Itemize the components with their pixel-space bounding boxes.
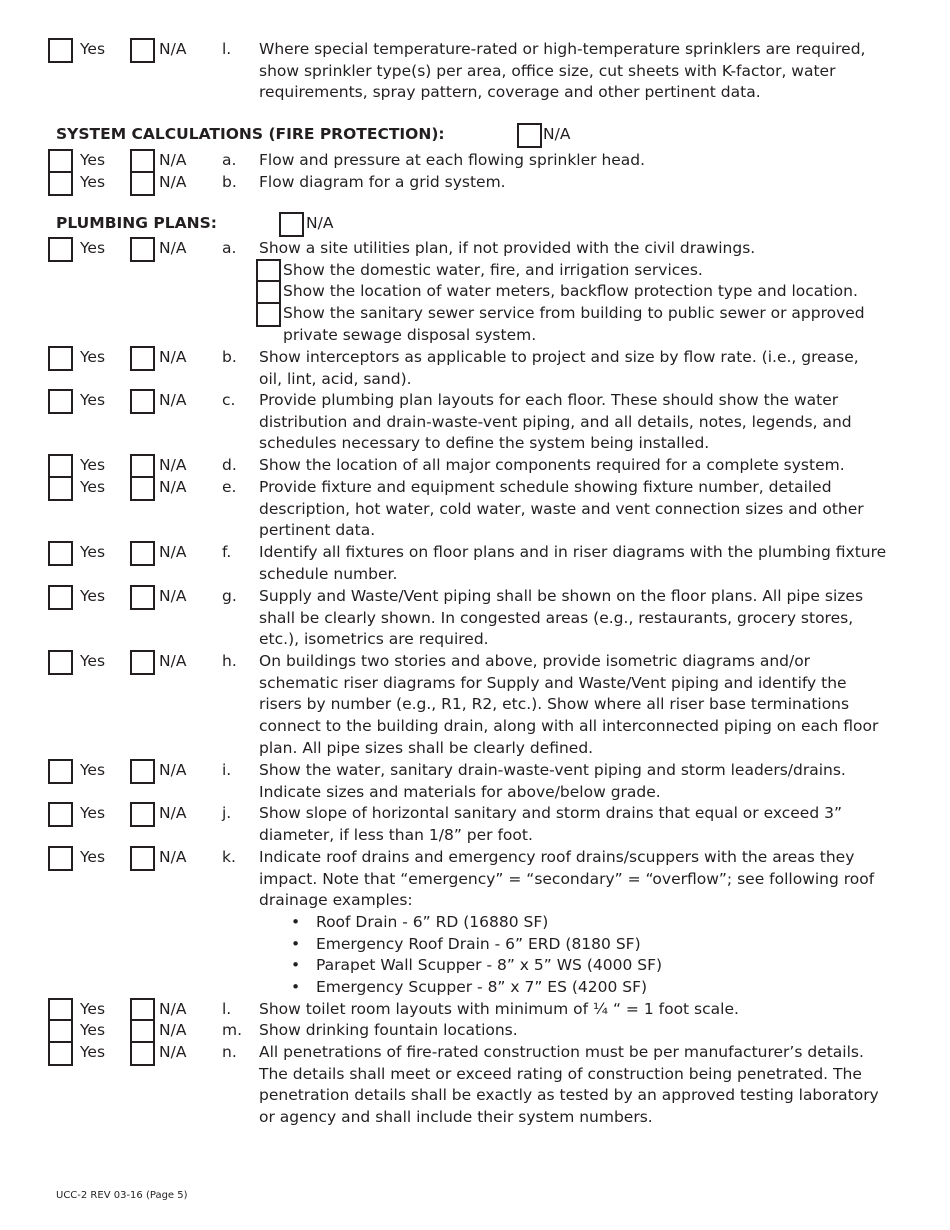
plumb-item-g-text-line: shall be clearly shown. In congested areas (e.g., restaurants, grocery stores, bbox=[259, 608, 854, 627]
plumb-item-g-text-line: Supply and Waste/Vent piping shall be shown on the floor plans. All pipe sizes bbox=[259, 587, 864, 605]
plumb-item-h-na-label: N/A bbox=[159, 652, 187, 670]
plumb-item-m-letter: m. bbox=[222, 1021, 243, 1039]
plumb-item-e-text-line: description, hot water, cold water, waste and vent connection sizes and other bbox=[259, 499, 864, 518]
plumb-item-b-na-label: N/A bbox=[159, 348, 187, 366]
plumb-item-a-sub-3-checkbox[interactable] bbox=[256, 302, 281, 327]
sys-item-b-yes-label: Yes bbox=[80, 173, 106, 191]
plumb-item-e-yes-label: Yes bbox=[80, 478, 106, 496]
plumb-item-h-yes-label: Yes bbox=[80, 652, 106, 670]
plumb-item-b-text-line: Show interceptors as applicable to project and size by flow rate. (i.e., grease, bbox=[259, 348, 859, 366]
plumb-item-d-na-label: N/A bbox=[159, 456, 187, 474]
system-calculations-na-checkbox[interactable] bbox=[517, 123, 542, 148]
plumb-item-a-sub-3-text: private sewage disposal system. bbox=[283, 325, 537, 344]
plumb-item-h-text-line: On buildings two stories and above, provide isometric diagrams and/or bbox=[259, 652, 811, 670]
plumb-item-k-letter: k. bbox=[222, 848, 236, 866]
plumb-item-k-na-label: N/A bbox=[159, 848, 187, 866]
plumb-item-m-na-label: N/A bbox=[159, 1021, 187, 1039]
sys-item-b-na-checkbox[interactable] bbox=[130, 171, 155, 196]
plumb-item-n-yes-label: Yes bbox=[80, 1043, 106, 1061]
plumb-item-a-yes-label: Yes bbox=[80, 239, 106, 257]
item-l-top-letter: l. bbox=[222, 40, 232, 58]
plumb-item-h-text-line: risers by number (e.g., R1, R2, etc.). Show where all riser base terminations bbox=[259, 695, 850, 714]
sys-item-a-text-line: Flow and pressure at each flowing sprinkler head. bbox=[259, 151, 646, 169]
plumb-item-h-text-line: schematic riser diagrams for Supply and Waste/Vent piping and identify the bbox=[259, 673, 847, 692]
plumb-item-n-text-line: or agency and shall include their system numbers. bbox=[259, 1108, 653, 1127]
plumb-item-c-na-label: N/A bbox=[159, 391, 187, 409]
plumb-item-g-yes-label: Yes bbox=[80, 587, 106, 605]
plumb-item-a-sub-3-text: Show the sanitary sewer service from building to public sewer or approved bbox=[283, 304, 865, 322]
plumb-item-j-na-checkbox[interactable] bbox=[130, 802, 155, 827]
plumb-item-f-na-checkbox[interactable] bbox=[130, 541, 155, 566]
sys-item-a-na-label: N/A bbox=[159, 151, 187, 169]
plumb-item-a-na-checkbox[interactable] bbox=[130, 237, 155, 262]
plumb-item-b-na-checkbox[interactable] bbox=[130, 346, 155, 371]
bullet-dot: • bbox=[291, 913, 301, 931]
plumb-item-a-sub-1-text: Show the domestic water, fire, and irrigation services. bbox=[283, 261, 703, 279]
plumb-item-e-letter: e. bbox=[222, 478, 237, 496]
plumb-item-n-na-checkbox[interactable] bbox=[130, 1041, 155, 1066]
plumb-item-g-na-checkbox[interactable] bbox=[130, 585, 155, 610]
plumbing-plans-na-label: N/A bbox=[306, 214, 334, 232]
plumb-item-e-text-line: pertinent data. bbox=[259, 521, 376, 540]
plumb-item-a-sub-2-text: Show the location of water meters, backflow protection type and location. bbox=[283, 282, 858, 300]
plumb-item-n-na-label: N/A bbox=[159, 1043, 187, 1061]
plumb-item-l-letter: l. bbox=[222, 1000, 232, 1018]
plumb-item-j-yes-checkbox[interactable] bbox=[48, 802, 73, 827]
plumb-item-f-na-label: N/A bbox=[159, 543, 187, 561]
plumb-item-k-na-checkbox[interactable] bbox=[130, 846, 155, 871]
plumb-item-i-yes-label: Yes bbox=[80, 761, 106, 779]
plumb-item-c-text-line: distribution and drain-waste-vent piping, and all details, notes, legends, and bbox=[259, 412, 852, 431]
item-l-top-text-line: Where special temperature-rated or high-temperature sprinklers are required, bbox=[259, 40, 866, 58]
plumb-item-b-yes-checkbox[interactable] bbox=[48, 346, 73, 371]
system-calculations-na-label: N/A bbox=[543, 125, 571, 143]
item-l-top-text-line: requirements, spray pattern, coverage and other pertinent data. bbox=[259, 83, 761, 102]
plumb-item-k-yes-checkbox[interactable] bbox=[48, 846, 73, 871]
plumb-item-b-text-line: oil, lint, acid, sand). bbox=[259, 369, 412, 388]
roof-example-3: Parapet Wall Scupper - 8” x 5” WS (4000 SF) bbox=[316, 956, 663, 975]
plumb-item-k-text-line: impact. Note that “emergency” = “secondary” = “overflow”; see following roof bbox=[259, 869, 875, 888]
plumb-item-l-na-label: N/A bbox=[159, 1000, 187, 1018]
plumb-item-h-na-checkbox[interactable] bbox=[130, 650, 155, 675]
plumb-item-l-text-line: Show toilet room layouts with minimum of ¼ “ = 1 foot scale. bbox=[259, 1000, 739, 1018]
roof-example-4: Emergency Scupper - 8” x 7” ES (4200 SF) bbox=[316, 978, 648, 997]
plumb-item-j-na-label: N/A bbox=[159, 804, 187, 822]
plumb-item-h-yes-checkbox[interactable] bbox=[48, 650, 73, 675]
plumb-item-f-yes-checkbox[interactable] bbox=[48, 541, 73, 566]
plumb-item-g-yes-checkbox[interactable] bbox=[48, 585, 73, 610]
plumb-item-i-na-label: N/A bbox=[159, 761, 187, 779]
plumb-item-n-text-line: penetration details shall be exactly as tested by an approved testing laboratory bbox=[259, 1086, 879, 1105]
plumb-item-j-letter: j. bbox=[222, 804, 232, 822]
plumb-item-m-text-line: Show drinking fountain locations. bbox=[259, 1021, 518, 1039]
plumb-item-b-yes-label: Yes bbox=[80, 348, 106, 366]
sys-item-b-yes-checkbox[interactable] bbox=[48, 171, 73, 196]
plumb-item-c-text-line: Provide plumbing plan layouts for each floor. These should show the water bbox=[259, 391, 839, 409]
plumb-item-i-text-line: Indicate sizes and materials for above/below grade. bbox=[259, 782, 661, 801]
plumb-item-h-text-line: plan. All pipe sizes shall be clearly defined. bbox=[259, 738, 594, 757]
plumb-item-k-text-line: drainage examples: bbox=[259, 891, 413, 910]
item-l-top-yes-label: Yes bbox=[80, 40, 106, 58]
item-l-top-yes-checkbox[interactable] bbox=[48, 38, 73, 63]
plumb-item-c-na-checkbox[interactable] bbox=[130, 389, 155, 414]
plumb-item-h-text-line: connect to the building drain, along with all interconnected piping on each floor bbox=[259, 717, 879, 736]
plumb-item-k-text-line: Indicate roof drains and emergency roof drains/scuppers with the areas they bbox=[259, 848, 855, 866]
plumb-item-j-text-line: diameter, if less than 1/8” per foot. bbox=[259, 825, 533, 844]
sys-item-a-yes-label: Yes bbox=[80, 151, 106, 169]
plumb-item-l-yes-label: Yes bbox=[80, 1000, 106, 1018]
plumb-item-j-yes-label: Yes bbox=[80, 804, 106, 822]
plumb-item-g-letter: g. bbox=[222, 587, 237, 605]
plumb-item-f-yes-label: Yes bbox=[80, 543, 106, 561]
plumb-item-e-text-line: Provide fixture and equipment schedule showing fixture number, detailed bbox=[259, 478, 832, 496]
plumb-item-e-na-label: N/A bbox=[159, 478, 187, 496]
plumbing-plans-na-checkbox[interactable] bbox=[279, 212, 304, 237]
plumb-item-a-yes-checkbox[interactable] bbox=[48, 237, 73, 262]
plumb-item-e-na-checkbox[interactable] bbox=[130, 476, 155, 501]
roof-example-2: Emergency Roof Drain - 6” ERD (8180 SF) bbox=[316, 934, 641, 953]
plumb-item-d-text-line: Show the location of all major components required for a complete system. bbox=[259, 456, 845, 474]
plumbing-plans-heading: PLUMBING PLANS: bbox=[56, 214, 217, 232]
plumb-item-a-text: Show a site utilities plan, if not provided with the civil drawings. bbox=[259, 239, 756, 257]
plumb-item-c-yes-checkbox[interactable] bbox=[48, 389, 73, 414]
plumb-item-i-na-checkbox[interactable] bbox=[130, 759, 155, 784]
plumb-item-i-letter: i. bbox=[222, 761, 232, 779]
plumb-item-n-letter: n. bbox=[222, 1043, 237, 1061]
plumb-item-n-text-line: All penetrations of fire-rated construction must be per manufacturer’s details. bbox=[259, 1043, 864, 1061]
item-l-top-na-checkbox[interactable] bbox=[130, 38, 155, 63]
item-l-top-text-line: show sprinkler type(s) per area, office size, cut sheets with K-factor, water bbox=[259, 61, 836, 80]
plumb-item-c-yes-label: Yes bbox=[80, 391, 106, 409]
plumb-item-n-yes-checkbox[interactable] bbox=[48, 1041, 73, 1066]
plumb-item-m-yes-label: Yes bbox=[80, 1021, 106, 1039]
plumb-item-f-letter: f. bbox=[222, 543, 232, 561]
plumb-item-a-na-label: N/A bbox=[159, 239, 187, 257]
bullet-dot: • bbox=[291, 956, 301, 975]
footer-form-id: UCC-2 REV 03-16 (Page 5) bbox=[56, 1190, 188, 1201]
sys-item-b-na-label: N/A bbox=[159, 173, 187, 191]
plumb-item-b-letter: b. bbox=[222, 348, 237, 366]
plumb-item-i-text-line: Show the water, sanitary drain-waste-vent piping and storm leaders/drains. bbox=[259, 761, 846, 779]
plumb-item-h-letter: h. bbox=[222, 652, 237, 670]
plumb-item-k-yes-label: Yes bbox=[80, 848, 106, 866]
plumb-item-d-letter: d. bbox=[222, 456, 237, 474]
plumb-item-f-text-line: schedule number. bbox=[259, 564, 398, 583]
plumb-item-e-yes-checkbox[interactable] bbox=[48, 476, 73, 501]
item-l-top-na-label: N/A bbox=[159, 40, 187, 58]
sys-item-a-letter: a. bbox=[222, 151, 237, 169]
system-calculations-heading: SYSTEM CALCULATIONS (FIRE PROTECTION): bbox=[56, 125, 445, 143]
plumb-item-c-text-line: schedules necessary to define the system being installed. bbox=[259, 434, 710, 453]
plumb-item-n-text-line: The details shall meet or exceed rating of construction being penetrated. The bbox=[259, 1064, 862, 1083]
plumb-item-i-yes-checkbox[interactable] bbox=[48, 759, 73, 784]
sys-item-b-text-line: Flow diagram for a grid system. bbox=[259, 173, 506, 191]
plumb-item-a-letter: a. bbox=[222, 239, 237, 257]
plumb-item-j-text-line: Show slope of horizontal sanitary and storm drains that equal or exceed 3” bbox=[259, 804, 842, 822]
roof-example-1: Roof Drain - 6” RD (16880 SF) bbox=[316, 913, 549, 931]
plumb-item-g-na-label: N/A bbox=[159, 587, 187, 605]
bullet-dot: • bbox=[291, 934, 301, 953]
plumb-item-c-letter: c. bbox=[222, 391, 236, 409]
plumb-item-d-yes-label: Yes bbox=[80, 456, 106, 474]
plumb-item-f-text-line: Identify all fixtures on floor plans and in riser diagrams with the plumbing fixture bbox=[259, 543, 887, 561]
sys-item-b-letter: b. bbox=[222, 173, 237, 191]
plumb-item-g-text-line: etc.), isometrics are required. bbox=[259, 630, 489, 649]
bullet-dot: • bbox=[291, 978, 301, 997]
